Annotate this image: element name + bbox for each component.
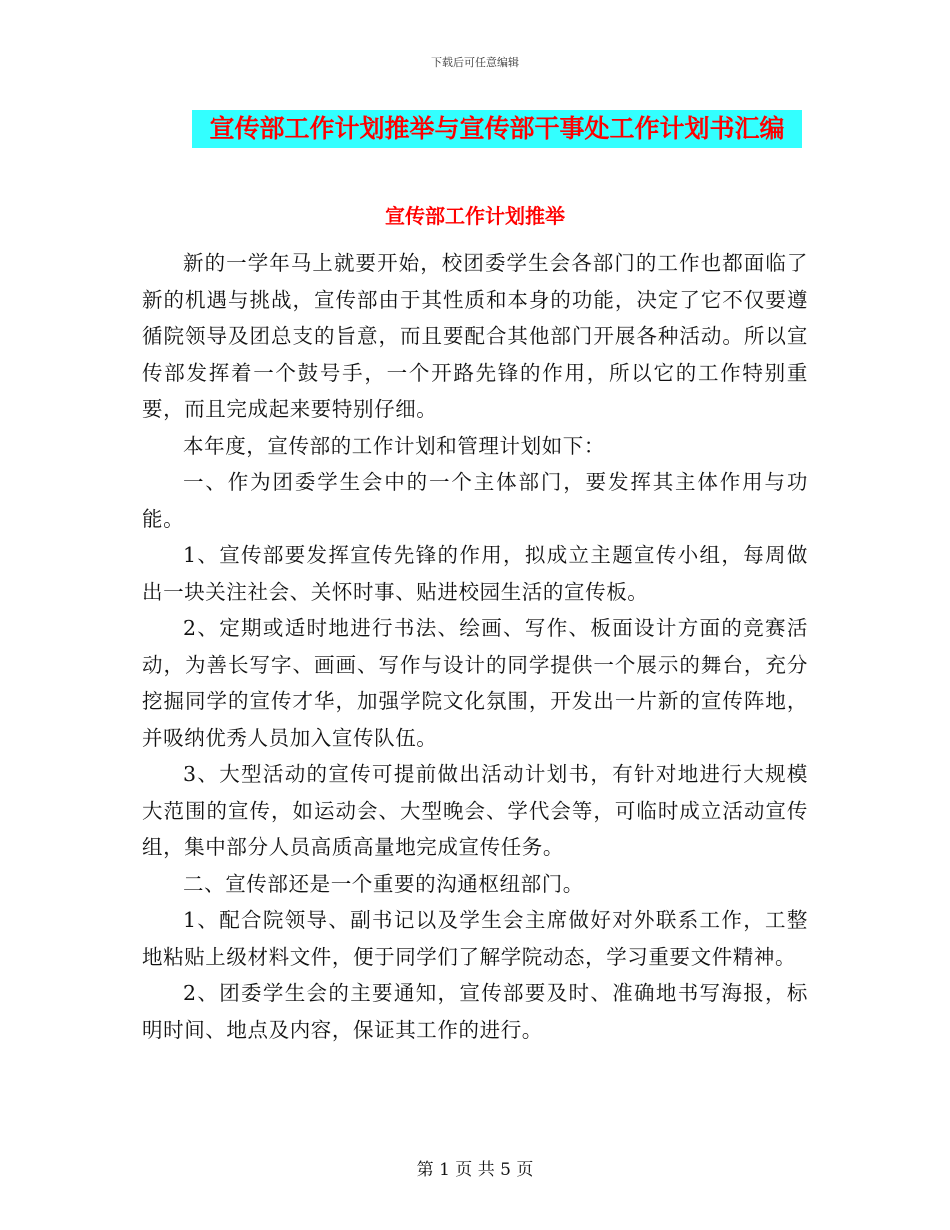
paragraph-item-2-1: 1、配合院领导、副书记以及学生会主席做好对外联系工作，工整地粘贴上级材料文件，便于同学们了解学院动态，学习重要文件精神。	[142, 908, 808, 969]
paragraph-heading-2: 二、宣传部还是一个重要的沟通枢纽部门。	[183, 871, 584, 896]
paragraph-item-2-2: 2、团委学生会的主要通知，宣传部要及时、准确地书写海报，标明时间、地点及内容，保证其工作的进行。	[142, 981, 808, 1042]
paragraph-item-1-1: 1、宣传部要发挥宣传先锋的作用，拟成立主题宣传小组，每周做出一块关注社会、关怀时事、贴进校园生活的宣传板。	[142, 543, 808, 604]
paragraph-intro: 新的一学年马上就要开始，校团委学生会各部门的工作也都面临了新的机遇与挑战，宣传部由于其性质和本身的功能，决定了它不仅要遵循院领导及团总支的旨意，而且要配合其他部门开展各种活动。所以宣传部发挥着一个鼓号手，一个开路先锋的作用，所以它的工作特别重要，而且完成起来要特别仔细。	[142, 251, 808, 421]
paragraph-item-1-2: 2、定期或适时地进行书法、绘画、写作、板面设计方面的竞赛活动，为善长写字、画画、写作与设计的同学提供一个展示的舞台，充分挖掘同学的宣传才华，加强学院文化氛围，开发出一片新的宣传阵地，并吸纳优秀人员加入宣传队伍。	[142, 616, 808, 750]
paragraph-heading-1: 一、作为团委学生会中的一个主体部门，要发挥其主体作用与功能。	[142, 470, 808, 531]
page-header-note: 下载后可任意编辑	[431, 56, 519, 69]
paragraph-plan-intro: 本年度，宣传部的工作计划和管理计划如下：	[183, 433, 605, 458]
section-title: 宣传部工作计划推举	[385, 204, 565, 228]
document-title: 宣传部工作计划推举与宣传部干事处工作计划书汇编	[192, 110, 802, 148]
page-number-footer: 第 1 页 共 5 页	[416, 1160, 534, 1180]
paragraph-item-1-3: 3、大型活动的宣传可提前做出活动计划书，有针对地进行大规模大范围的宣传，如运动会、大型晚会、学代会等，可临时成立活动宣传组，集中部分人员高质高量地完成宣传任务。	[142, 762, 808, 859]
document-body	[142, 245, 808, 1048]
